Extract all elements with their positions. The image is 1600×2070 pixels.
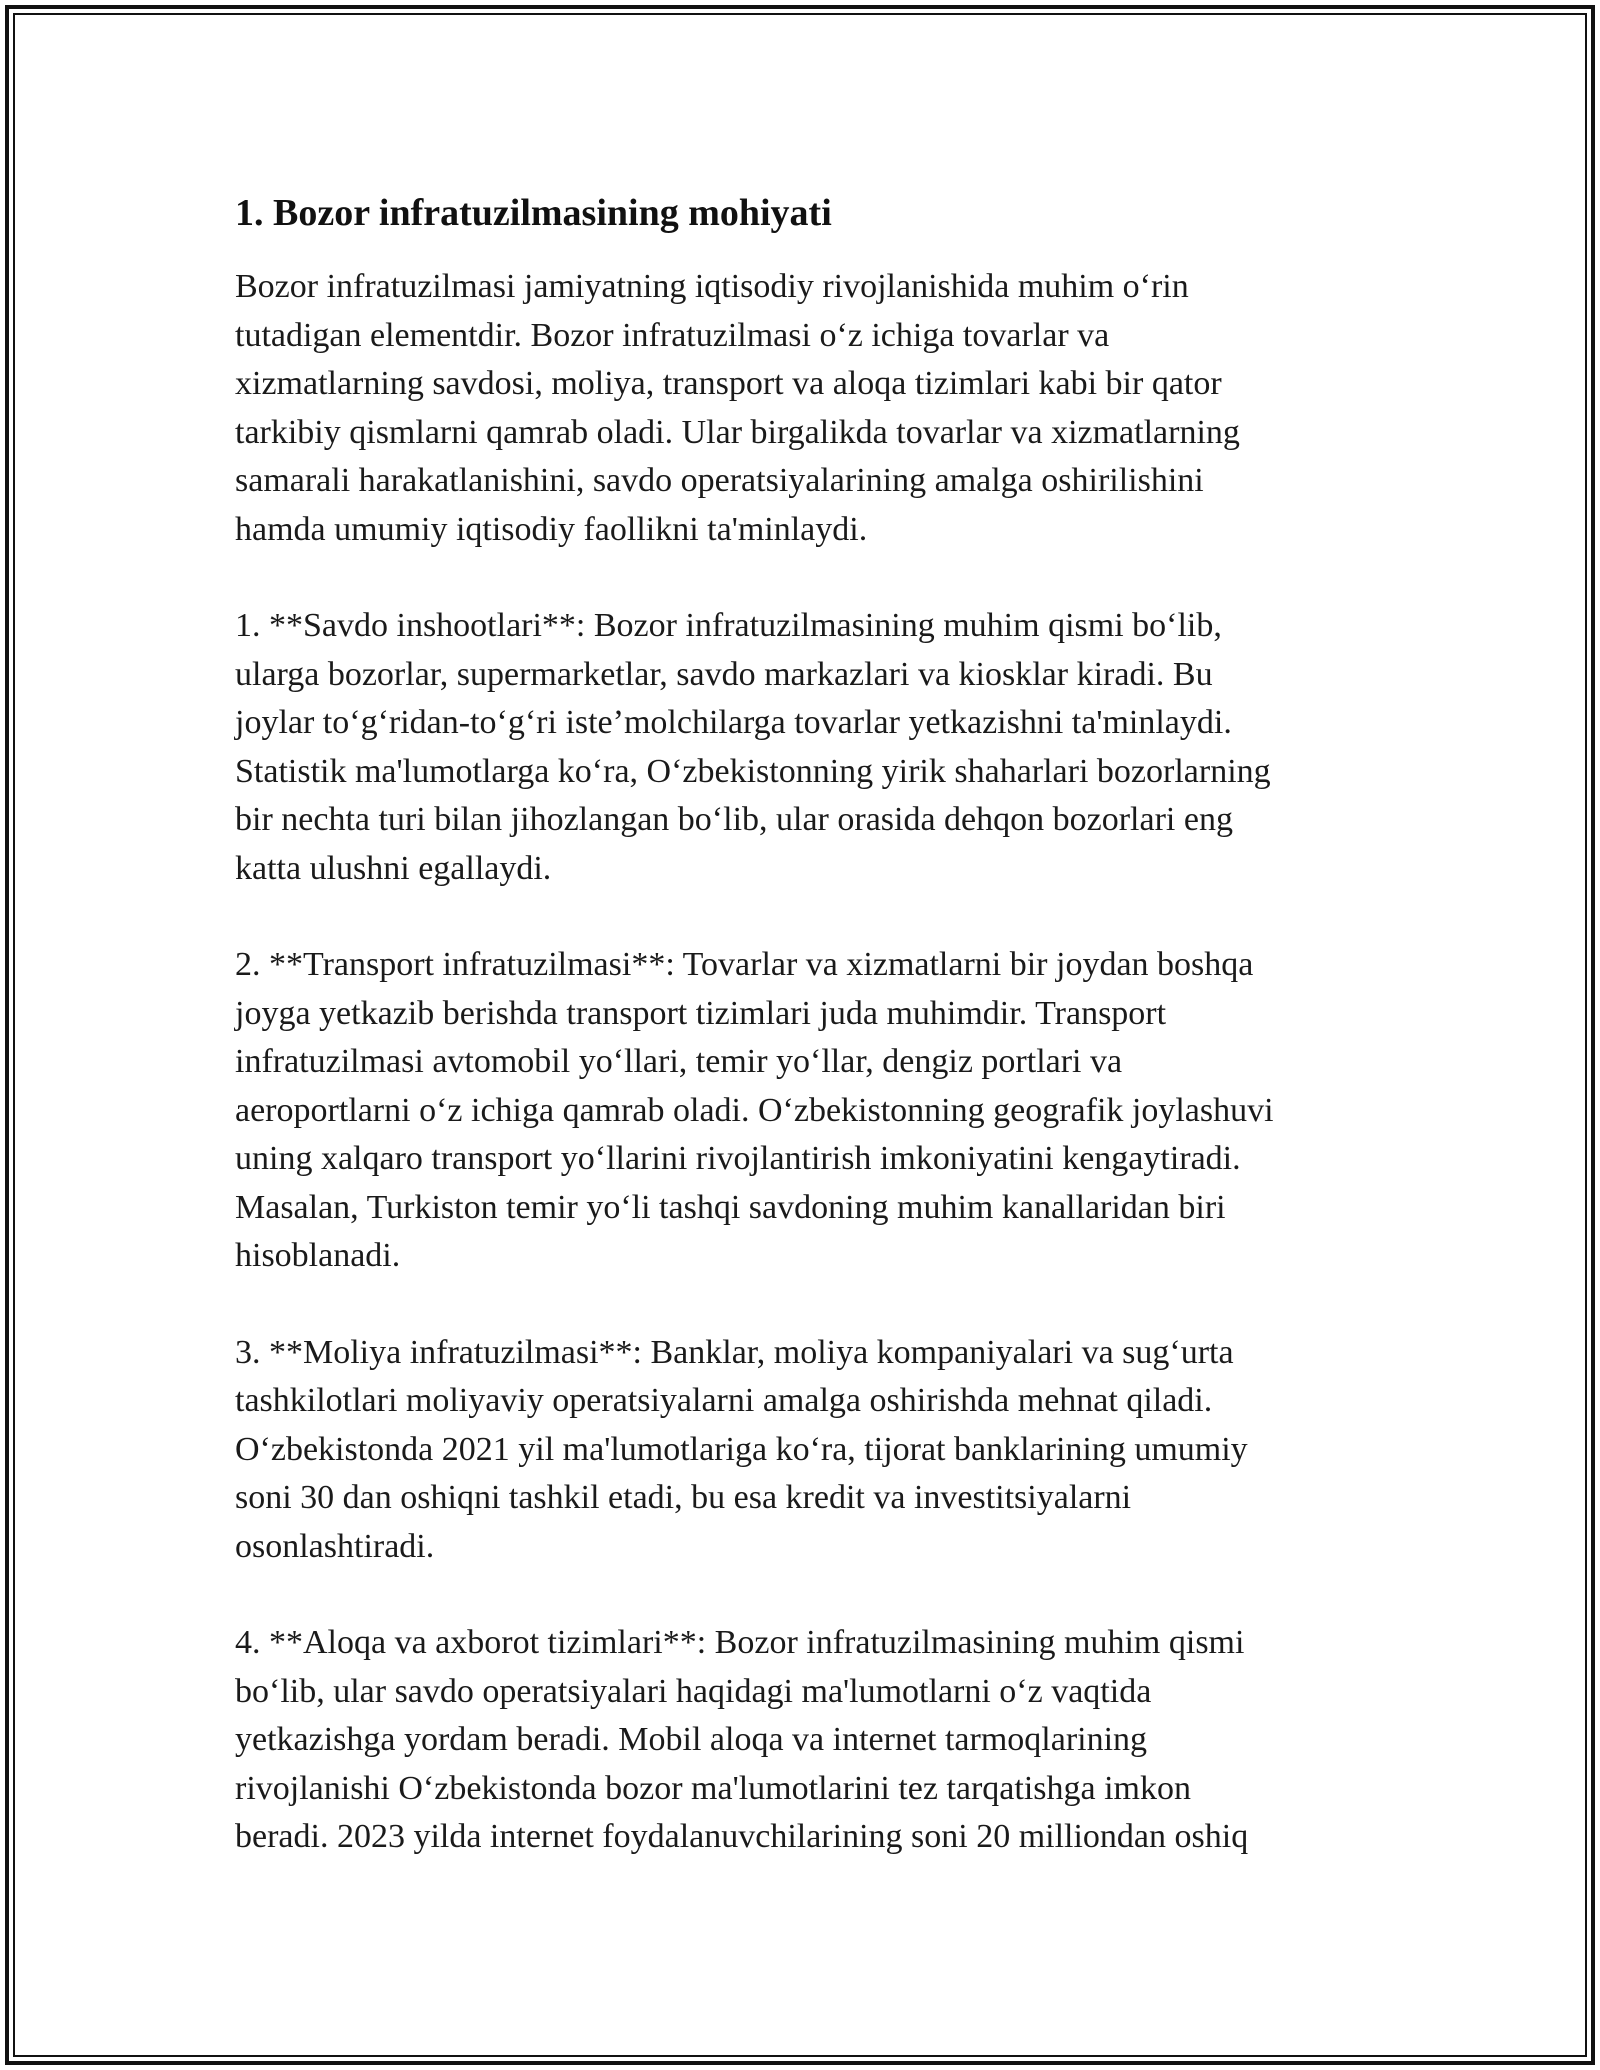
document-body — [235, 185, 1385, 1910]
paragraph-trade-facilities — [235, 602, 1385, 893]
paragraph-finance — [235, 1329, 1385, 1572]
text-line: Bozor infratuzilmasi jamiyatning iqtisodiy rivojlanishida muhim oʻrin — [235, 268, 1189, 305]
text-line: bir nechta turi bilan jihozlangan boʻlib, ular orasida dehqon bozorlari eng — [235, 801, 1233, 838]
paragraph-communication — [235, 1619, 1385, 1862]
text-line: tarkibiy qismlarni qamrab oladi. Ular birgalikda tovarlar va xizmatlarning — [235, 413, 1240, 451]
text-line: 2. **Transport infratuzilmasi**: Tovarlar va xizmatlarni bir joydan boshqa — [235, 946, 1254, 983]
text-line: hamda umumiy iqtisodiy faollikni ta'minlaydi. — [235, 510, 868, 548]
text-line: Masalan, Turkiston temir yoʻli tashqi savdoning muhim kanallaridan biri — [235, 1188, 1226, 1226]
text-line: aeroportlarni oʻz ichiga qamrab oladi. Oʻzbekistonning geografik joylashuvi — [235, 1091, 1274, 1129]
text-line: yetkazishga yordam beradi. Mobil aloqa va internet tarmoqlarining — [235, 1721, 1148, 1758]
paragraph-transport — [235, 941, 1385, 1281]
text-line: osonlashtiradi. — [235, 1527, 435, 1565]
paragraph-intro — [235, 263, 1385, 554]
text-line: tutadigan elementdir. Bozor infratuzilmasi oʻz ichiga tovarlar va — [235, 316, 1110, 354]
text-line: Oʻzbekistonda 2021 yil ma'lumotlariga koʻra, tijorat banklarining umumiy — [235, 1430, 1248, 1468]
text-line: 1. **Savdo inshootlari**: Bozor infratuzilmasining muhim qismi boʻlib, — [235, 607, 1222, 644]
text-line: katta ulushni egallaydi. — [235, 849, 552, 887]
text-line: xizmatlarning savdosi, moliya, transport va aloqa tizimlari kabi bir qator — [235, 365, 1222, 402]
text-line: beradi. 2023 yilda internet foydalanuvchilarining soni 20 milliondan oshiq — [235, 1818, 1249, 1855]
text-line: joyga yetkazib berishda transport tizimlari juda muhimdir. Transport — [235, 994, 1167, 1032]
text-line: ularga bozorlar, supermarketlar, savdo markazlari va kiosklar kiradi. Bu — [235, 655, 1213, 693]
text-line: joylar toʻgʻridan-toʻgʻri isteʼmolchilarga tovarlar yetkazishni ta'minlaydi. — [235, 704, 1232, 741]
text-line: Statistik ma'lumotlarga koʻra, Oʻzbekistonning yirik shaharlari bozorlarning — [235, 752, 1271, 790]
section-heading: 1. Bozor infratuzilmasining mohiyati — [235, 192, 832, 234]
text-line: hisoblanadi. — [235, 1237, 401, 1274]
text-line: infratuzilmasi avtomobil yoʻllari, temir yoʻllar, dengiz portlari va — [235, 1043, 1123, 1080]
text-line: 4. **Aloqa va axborot tizimlari**: Bozor infratuzilmasining muhim qismi — [235, 1624, 1245, 1661]
text-line: 3. **Moliya infratuzilmasi**: Banklar, moliya kompaniyalari va sugʻurta — [235, 1333, 1234, 1371]
text-line: rivojlanishi Oʻzbekistonda bozor ma'lumotlarini tez tarqatishga imkon — [235, 1769, 1192, 1807]
text-line: tashkilotlari moliyaviy operatsiyalarni amalga oshirishda mehnat qiladi. — [235, 1382, 1213, 1419]
text-line: samarali harakatlanishini, savdo operatsiyalarining amalga oshirilishini — [235, 462, 1204, 499]
text-line: boʻlib, ular savdo operatsiyalari haqidagi ma'lumotlarni oʻz vaqtida — [235, 1672, 1152, 1710]
text-line: uning xalqaro transport yoʻllarini rivojlantirish imkoniyatini kengaytiradi. — [235, 1140, 1241, 1177]
text-line: soni 30 dan oshiqni tashkil etadi, bu esa kredit va investitsiyalarni — [235, 1479, 1132, 1516]
